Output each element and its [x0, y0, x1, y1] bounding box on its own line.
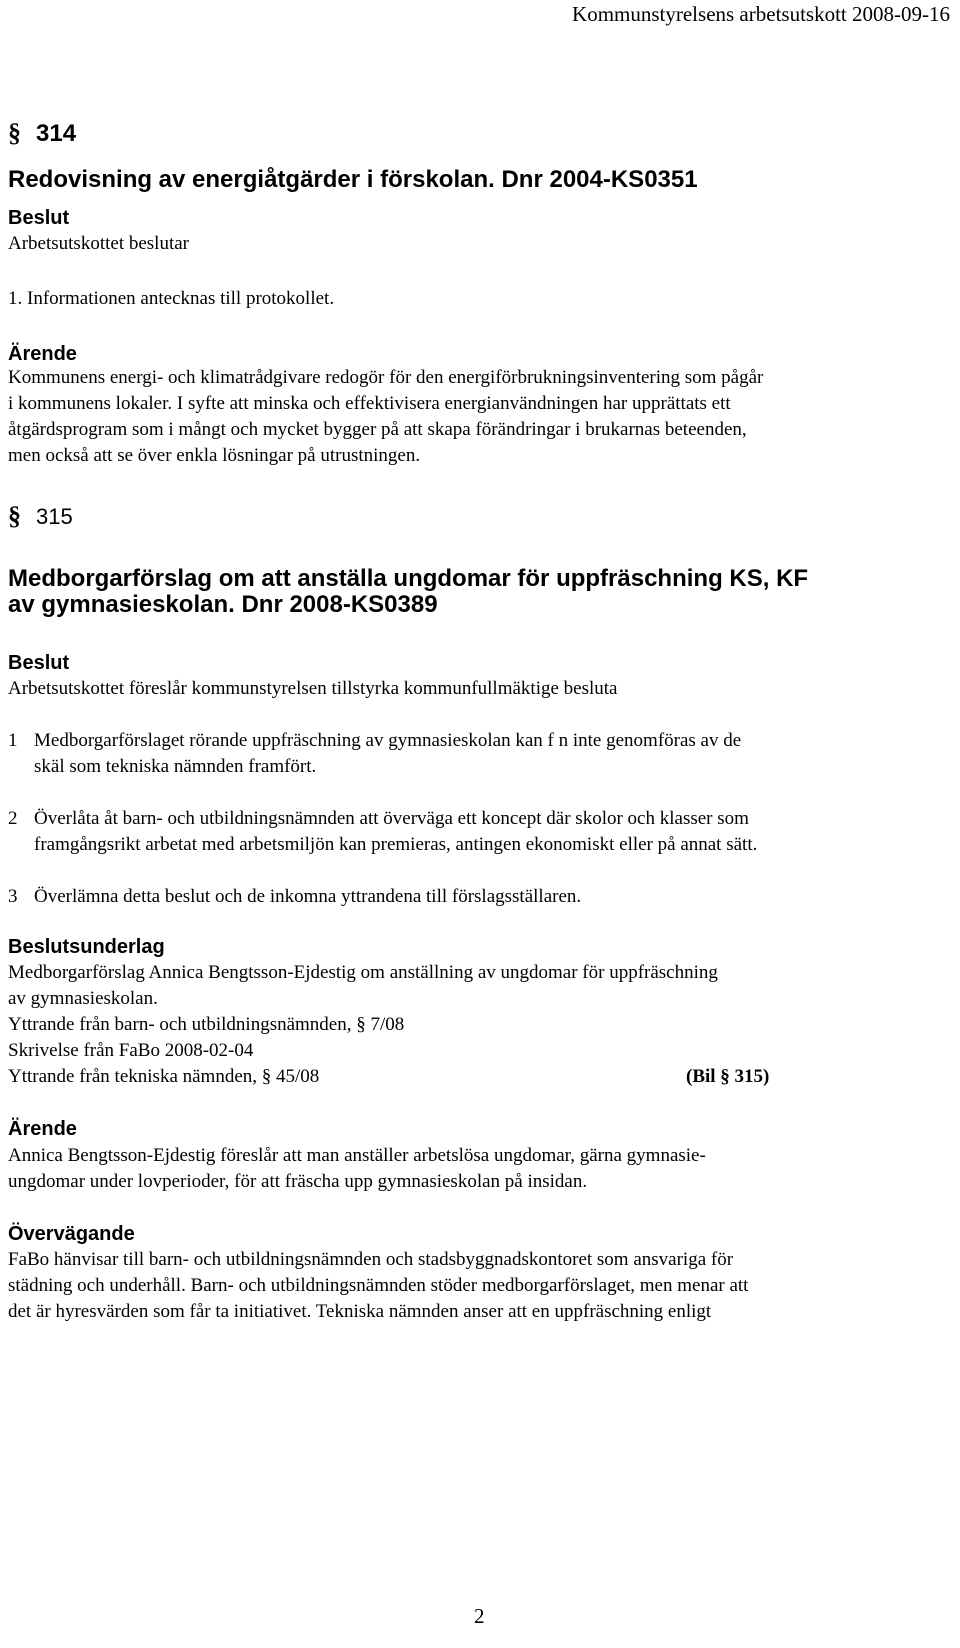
decision-item-315-1-num: 1	[8, 730, 18, 751]
decision-item-314-1: 1. Informationen antecknas till protokollet.	[8, 288, 335, 309]
page-number: 2	[474, 1604, 485, 1628]
section-title-315-line1: Medborgarförslag om att anställa ungdomar för uppfräschning KS, KF	[8, 565, 809, 592]
arende-heading-315: Ärende	[8, 1118, 77, 1140]
underlag-line-2: av gymnasieskolan.	[8, 988, 158, 1009]
section-symbol-314: §	[8, 118, 21, 147]
underlag-line-4: Skrivelse från FaBo 2008-02-04	[8, 1040, 254, 1061]
decision-item-315-3-line1: Överlämna detta beslut och de inkomna yttrandena till förslagsställaren.	[34, 886, 582, 907]
underlag-line-1: Medborgarförslag Annica Bengtsson-Ejdestig om anställning av ungdomar för uppfräschning	[8, 962, 718, 983]
section-title-314: Redovisning av energiåtgärder i förskolan. Dnr 2004-KS0351	[8, 166, 698, 193]
decision-item-315-1-line2: skäl som tekniska nämnden framfört.	[34, 756, 317, 777]
underlag-line-3: Yttrande från barn- och utbildningsnämnden, § 7/08	[8, 1014, 405, 1035]
beslut-intro-314: Arbetsutskottet beslutar	[8, 233, 189, 254]
section-number-314: 314	[36, 120, 77, 147]
underlag-line-5: Yttrande från tekniska nämnden, § 45/08	[8, 1066, 320, 1087]
underlag-heading: Beslutsunderlag	[8, 936, 165, 958]
section-symbol-315: §	[8, 501, 21, 530]
decision-item-315-2-line1: Överlåta åt barn- och utbildningsnämnden att överväga ett koncept där skolor och klasser som	[34, 808, 749, 829]
overvagande-heading: Övervägande	[8, 1223, 135, 1245]
section-title-315-line2: av gymnasieskolan. Dnr 2008-KS0389	[8, 591, 438, 618]
arende-line-314-1: Kommunens energi- och klimatrådgivare redogör för den energiförbrukningsinventering som pågår	[8, 367, 764, 388]
decision-item-315-2-line2: framgångsrikt arbetat med arbetsmiljön kan premieras, antingen ekonomiskt eller på annat sätt.	[34, 834, 758, 855]
decision-item-315-1-line1: Medborgarförslaget rörande uppfräschning av gymnasieskolan kan f n inte genomföras av de	[34, 730, 742, 751]
arende-line-315-1: Annica Bengtsson-Ejdestig föreslår att man anställer arbetslösa ungdomar, gärna gymnasie-	[8, 1145, 706, 1166]
overvagande-line-2: städning och underhåll. Barn- och utbildningsnämnden stöder medborgarförslaget, men menar att	[8, 1275, 749, 1296]
arende-line-314-3: åtgärdsprogram som i mångt och mycket bygger på att skapa förändringar i brukarnas beteenden,	[8, 419, 747, 440]
arende-line-314-4: men också att se över enkla lösningar på utrustningen.	[8, 445, 421, 466]
section-number-315: 315	[36, 504, 73, 529]
bilaga-reference: (Bil § 315)	[686, 1066, 770, 1087]
arende-line-315-2: ungdomar under lovperioder, för att fräscha upp gymnasieskolan på insidan.	[8, 1171, 588, 1192]
arende-heading-314: Ärende	[8, 343, 77, 365]
overvagande-line-3: det är hyresvärden som får ta initiativet. Tekniska nämnden anser att en uppfräschning enligt	[8, 1301, 712, 1322]
beslut-heading-315: Beslut	[8, 652, 70, 674]
decision-item-315-3-num: 3	[8, 886, 18, 907]
page-header: Kommunstyrelsens arbetsutskott 2008-09-16	[572, 2, 950, 26]
beslut-heading-314: Beslut	[8, 207, 70, 229]
beslut-intro-315: Arbetsutskottet föreslår kommunstyrelsen tillstyrka kommunfullmäktige besluta	[8, 678, 618, 699]
arende-line-314-2: i kommunens lokaler. I syfte att minska och effektivisera energianvändningen har upprättats ett	[8, 393, 731, 414]
decision-item-315-2-num: 2	[8, 808, 18, 829]
overvagande-line-1: FaBo hänvisar till barn- och utbildningsnämnden och stadsbyggnadskontoret som ansvariga för	[8, 1249, 734, 1270]
